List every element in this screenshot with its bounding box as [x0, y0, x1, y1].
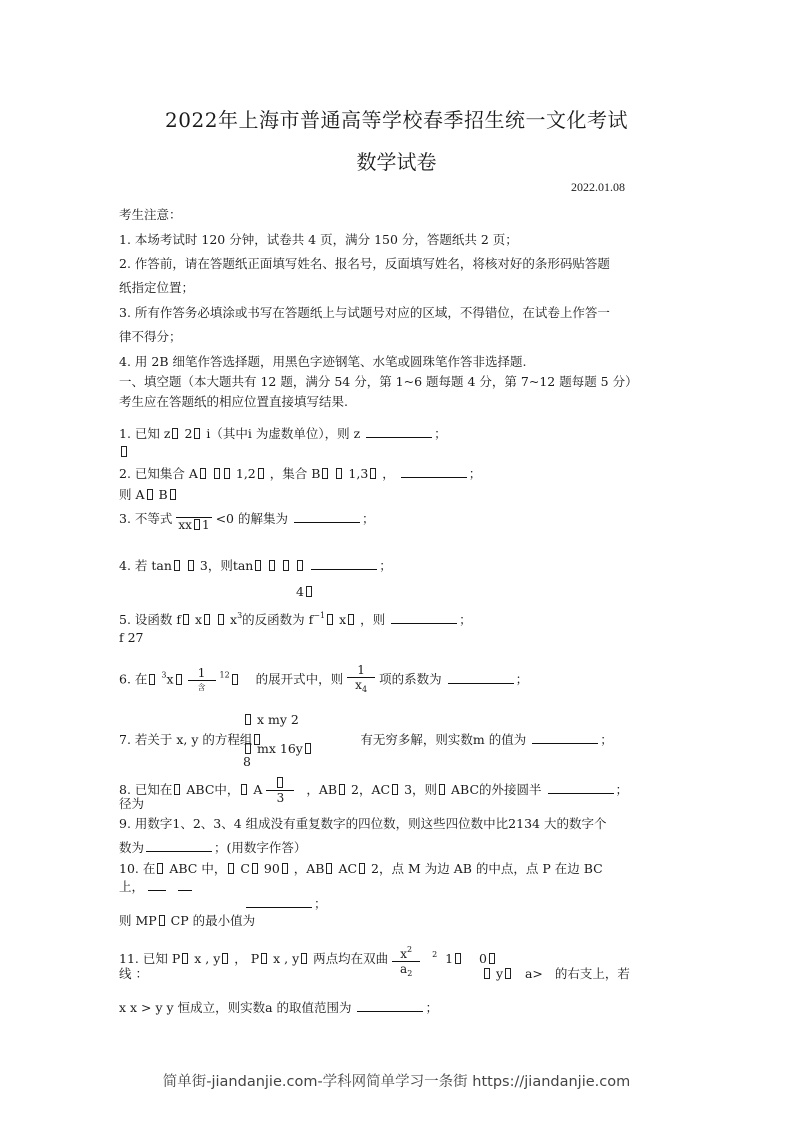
missing-glyph-icon [348, 614, 354, 625]
answer-blank-5[interactable] [391, 611, 457, 624]
missing-glyph-icon [224, 468, 230, 479]
fraction: 3 [266, 776, 294, 805]
question-7: 7. 若关于 x, y 的方程组 有无穷多解，则实数m 的值为 ； [119, 732, 613, 747]
question-6: 6. 在 $^3$x $\frac{1}{\text{含}}$ $^{12}$ 的展开式中，则 $\frac{1}{x_4}$ 项的系数为 ； [119, 663, 528, 697]
question-10: 10. 在 ABC 中， C 90 ，AB AC 2，点 M 为边 AB 的中点，点 P 在边 BC [119, 861, 603, 876]
answer-blank-3[interactable] [294, 510, 360, 523]
question-10-line3: 则 MP CP 的最小值为 [119, 913, 256, 928]
missing-glyph-icon [245, 743, 251, 754]
question-9: 9. 用数字1、2、3、4 组成没有重复数字的四位数，则这些四位数中比2134 大的数字个 [119, 816, 607, 831]
question-4: 4. 若 tan 3，则tan ； [119, 558, 392, 573]
question-11: 11. 已知 P x , y ， P x , y 两点均在双曲 $\frac{x^2}{a_2}$ $^2$ 1 0 [119, 943, 497, 981]
notice-3-cont: 律不得分； [119, 329, 182, 344]
fraction: $\frac{x^2}{a_2}$ [392, 943, 420, 981]
section-heading: 一、填空题（本大题共有 12 题，满分 54 分，第 1~6 题每题 4 分，第 7~12 题每题 5 分） [119, 374, 638, 389]
missing-glyph-icon [159, 915, 165, 926]
question-7-rhs: 8 [243, 754, 251, 769]
missing-glyph-icon [149, 674, 155, 685]
answer-blank-11[interactable] [357, 999, 423, 1012]
question-1: 1. 已知 z 2 i（其中i 为虚数单位），则 z ； [119, 426, 447, 441]
missing-glyph-icon [157, 863, 163, 874]
missing-glyph-icon [306, 586, 312, 597]
missing-glyph-icon [455, 953, 461, 964]
fraction: $\frac{1}{x_4}$ [347, 663, 375, 697]
question-7-eq2: mx 16y [243, 741, 313, 756]
missing-glyph-icon [255, 560, 261, 571]
missing-glyph-icon [194, 428, 200, 439]
missing-glyph-icon [172, 428, 178, 439]
missing-glyph-icon [232, 674, 238, 685]
question-3: 3. 不等式 xx 1 <0 的解集为 ； [119, 505, 374, 532]
question-8: 8. 已知在 ABC中， A 3 ，AB 2，AC 3，则 ABC的外接圆半 ； [119, 776, 628, 805]
question-1-cont [119, 444, 129, 459]
question-2-cont: 则 A B [119, 485, 178, 503]
missing-glyph-icon [439, 784, 445, 795]
footer-watermark: 简单街-jiandanjie.com-学科网简单学习一条街 https://jiandanjie.com [162, 1074, 631, 1090]
missing-glyph-icon [261, 953, 267, 964]
missing-glyph-icon [322, 468, 328, 479]
question-10-blank: ； [244, 894, 327, 912]
notice-heading: 考生注意： [119, 207, 182, 222]
missing-glyph-icon [245, 714, 251, 725]
question-2: 2. 已知集合 A 1,2 ，集合 B 1,3 ， ； [119, 466, 482, 481]
notice-2: 2. 作答前，请在答题纸正面填写姓名、报名号，反面填写姓名，将核对好的条形码贴答题 [119, 256, 610, 271]
missing-glyph-icon [214, 468, 220, 479]
missing-glyph-icon [277, 777, 283, 788]
missing-glyph-icon [183, 614, 189, 625]
notice-3: 3. 所有作答务必填涂或书写在答题纸上与试题号对应的区域，不得错位，在试卷上作答一 [119, 305, 610, 320]
missing-glyph-icon [282, 863, 288, 874]
question-4-den: 4 [296, 584, 314, 599]
section-instruction: 考生应在答题纸的相应位置直接填写结果. [119, 394, 348, 409]
answer-blank-6[interactable] [448, 671, 514, 684]
missing-glyph-icon [269, 560, 275, 571]
question-11-cont: 线 ： [119, 966, 148, 981]
fraction: $\frac{1}{\text{含}}$ [188, 666, 216, 695]
answer-blank-7[interactable] [532, 731, 598, 744]
missing-glyph-icon [392, 784, 398, 795]
missing-glyph-icon [297, 560, 303, 571]
question-10-cont: 上， [119, 877, 192, 895]
notice-2-cont: 纸指定位置； [119, 280, 195, 295]
missing-glyph-icon [336, 468, 342, 479]
missing-glyph-icon [505, 968, 511, 979]
missing-glyph-icon [301, 953, 307, 964]
missing-glyph-icon [174, 784, 180, 795]
missing-glyph-icon [228, 863, 234, 874]
notice-1: 1. 本场考试时 120 分钟，试卷共 4 页，满分 150 分，答题纸共 2 页； [119, 232, 518, 247]
missing-glyph-icon [489, 953, 495, 964]
exam-date: 2022.01.08 [571, 180, 625, 194]
missing-glyph-icon [218, 614, 224, 625]
question-5: 5. 设函数 f x $x^3$的反函数为 $f^{-1}$ x ，则 ； [119, 611, 472, 627]
answer-blank-10[interactable] [246, 895, 312, 908]
missing-glyph-icon [258, 468, 264, 479]
answer-blank-2[interactable] [401, 465, 467, 478]
answer-blank-1[interactable] [366, 425, 432, 438]
answer-blank-8[interactable] [548, 781, 614, 794]
missing-glyph-icon [188, 560, 194, 571]
missing-glyph-icon [252, 863, 258, 874]
missing-glyph-icon [241, 784, 247, 795]
question-5-cont: f 27 [119, 630, 144, 645]
answer-blank-9[interactable] [146, 839, 212, 852]
missing-glyph-icon [121, 446, 127, 457]
answer-blank-4[interactable] [311, 557, 377, 570]
missing-glyph-icon [200, 468, 206, 479]
missing-glyph-icon [204, 614, 210, 625]
missing-glyph-icon [182, 953, 188, 964]
missing-glyph-icon [370, 468, 376, 479]
missing-glyph-icon [147, 489, 153, 500]
missing-glyph-icon [327, 614, 333, 625]
missing-glyph-icon [484, 968, 490, 979]
missing-glyph-icon [326, 863, 332, 874]
missing-glyph-icon [170, 489, 176, 500]
question-7-eq1: x my 2 [243, 712, 299, 727]
fraction: xx 1 [176, 505, 211, 532]
missing-glyph-icon [222, 953, 228, 964]
question-11-cont-right: y a> 的右支上，若 [482, 964, 630, 982]
question-9-cont: 数为 ；(用数字作答） [119, 840, 307, 855]
exam-subtitle: 数学试卷 [356, 150, 437, 174]
question-8-cont: 径为 [119, 796, 145, 811]
exam-title: 2022年上海市普通高等学校春季招生统一文化考试 [165, 108, 628, 132]
missing-glyph-icon [305, 743, 311, 754]
missing-glyph-icon [359, 863, 365, 874]
missing-glyph-icon [176, 674, 182, 685]
notice-4: 4. 用 2B 细笔作答选择题，用黑色字迹钢笔、水笔或圆珠笔作答非选择题. [119, 354, 527, 369]
missing-glyph-icon [194, 519, 200, 530]
missing-glyph-icon [283, 560, 289, 571]
missing-glyph-icon [339, 784, 345, 795]
question-11-line3: x x > y y 恒成立，则实数a 的取值范围为 ； [119, 1000, 438, 1015]
missing-glyph-icon [174, 560, 180, 571]
